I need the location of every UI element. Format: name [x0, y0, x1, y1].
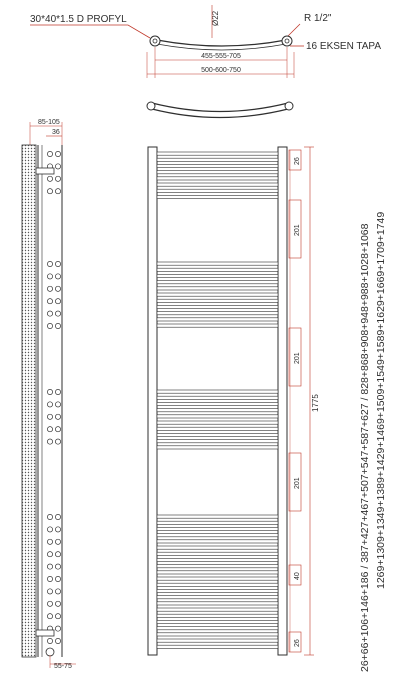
front-bar — [157, 515, 278, 518]
front-bar — [157, 589, 278, 592]
front-horizontal-bars — [157, 152, 278, 648]
front-bar — [157, 620, 278, 623]
right-collector — [278, 147, 287, 655]
front-bar — [157, 171, 278, 174]
front-bar — [157, 433, 278, 436]
side-bar-end — [55, 299, 60, 304]
plug-label: 16 EKSEN TAPA — [306, 41, 382, 52]
gap-label-3: 201 — [294, 352, 301, 364]
front-bar — [157, 164, 278, 167]
left-fitting-icon — [150, 36, 160, 46]
side-bar-end — [47, 638, 52, 643]
height-label: 1775 — [311, 394, 320, 412]
rail-right-end-icon — [285, 102, 293, 110]
right-fitting-icon — [282, 36, 292, 46]
side-bar-end — [47, 576, 52, 581]
front-bar — [157, 324, 278, 327]
front-bar — [157, 262, 278, 265]
front-bar — [157, 583, 278, 586]
diameter-label: Ø22 — [211, 10, 220, 26]
front-bar — [157, 268, 278, 271]
notes-line-2: 1269+1309+1349+1389+1429+1469+1509+1549+1589+1629+1669+1709+1749 — [375, 211, 387, 589]
profile-leader — [30, 25, 150, 38]
overall-widths-label: 500-600-750 — [201, 67, 241, 74]
axis-widths-label: 455-555-705 — [201, 53, 241, 60]
front-bar — [157, 546, 278, 549]
side-bar-end — [47, 614, 52, 619]
side-bar-end — [55, 389, 60, 394]
side-view — [22, 119, 76, 670]
front-bar — [157, 402, 278, 405]
depth-bottom-label: 55-75 — [54, 663, 72, 670]
bottom-bracket — [36, 630, 54, 636]
front-bar — [157, 158, 278, 161]
front-bar — [157, 390, 278, 393]
front-bar — [157, 552, 278, 555]
offset-label: 36 — [52, 129, 60, 136]
side-bar-end — [47, 564, 52, 569]
notes-line-1: 26+66+106+146+186 / 387+427+467+507+547+587+627 / 828+868+908+948+988+1028+1068 — [359, 223, 371, 672]
front-bar — [157, 446, 278, 449]
side-bar-end — [47, 552, 52, 557]
top-bracket — [36, 168, 54, 174]
front-bar — [157, 627, 278, 630]
side-bar-end — [47, 439, 52, 444]
side-bar-end — [47, 527, 52, 532]
side-bar-end — [55, 286, 60, 291]
gap-label-1: 26 — [294, 157, 301, 165]
side-bar-end — [55, 439, 60, 444]
front-bar — [157, 177, 278, 180]
side-bar-end — [47, 601, 52, 606]
front-bar — [157, 183, 278, 186]
rail-curve-outer — [152, 103, 288, 112]
thread-label: R 1/2" — [304, 13, 332, 24]
side-bar-end — [47, 261, 52, 266]
curved-rail-detail — [147, 102, 293, 118]
side-bar-end — [47, 514, 52, 519]
front-bar — [157, 287, 278, 290]
side-bar-end — [55, 527, 60, 532]
front-view — [148, 147, 320, 655]
side-bar-end — [47, 539, 52, 544]
side-bar-end — [55, 176, 60, 181]
gap-label-6: 26 — [294, 639, 301, 647]
front-bar — [157, 540, 278, 543]
front-bar — [157, 421, 278, 424]
position-notes — [359, 212, 387, 672]
side-bar-end — [47, 274, 52, 279]
side-bar-end — [55, 589, 60, 594]
side-bar-end — [55, 402, 60, 407]
side-bar-end — [55, 323, 60, 328]
side-bar-end — [55, 614, 60, 619]
front-bar — [157, 596, 278, 599]
side-bar-end — [47, 299, 52, 304]
side-bar-end — [55, 414, 60, 419]
side-bar-end — [55, 164, 60, 169]
side-bar-end — [55, 626, 60, 631]
front-bar — [157, 189, 278, 192]
front-bar — [157, 608, 278, 611]
front-bar — [157, 396, 278, 399]
left-collector — [148, 147, 157, 655]
rail-left-end-icon — [147, 102, 155, 110]
front-bar — [157, 558, 278, 561]
side-bar-end — [47, 311, 52, 316]
front-bar — [157, 195, 278, 198]
front-bar — [157, 299, 278, 302]
side-bar-end — [55, 638, 60, 643]
front-bar — [157, 534, 278, 537]
front-bar — [157, 318, 278, 321]
side-bar-end — [47, 402, 52, 407]
side-bar-end — [47, 589, 52, 594]
profile-label: 30*40*1.5 D PROFYL — [30, 14, 127, 25]
rail-curve-inner — [152, 109, 288, 118]
gap-label-2: 201 — [294, 224, 301, 236]
front-bar — [157, 565, 278, 568]
side-bar-end — [55, 189, 60, 194]
front-bar — [157, 312, 278, 315]
front-bar — [157, 633, 278, 636]
top-curved-bar-inner — [157, 44, 286, 50]
side-bar-end — [55, 564, 60, 569]
top-view — [30, 5, 381, 78]
front-bar — [157, 527, 278, 530]
front-bar — [157, 281, 278, 284]
front-bar — [157, 602, 278, 605]
side-bar-end — [47, 151, 52, 156]
side-bar-end — [47, 427, 52, 432]
front-bar — [157, 152, 278, 155]
gap-dim-group — [289, 150, 301, 652]
side-bar-end — [55, 514, 60, 519]
front-bar — [157, 274, 278, 277]
front-bar — [157, 645, 278, 648]
side-bar-ends — [47, 151, 60, 643]
front-bar — [157, 427, 278, 430]
side-bar-end — [47, 414, 52, 419]
gap-label-4: 201 — [294, 477, 301, 489]
side-bar-end — [55, 539, 60, 544]
front-bar — [157, 415, 278, 418]
front-bar — [157, 440, 278, 443]
side-bar-end — [47, 176, 52, 181]
bottom-valve-icon — [46, 648, 54, 656]
front-bar — [157, 639, 278, 642]
top-curved-bar — [157, 40, 286, 46]
side-bar-end — [55, 427, 60, 432]
side-bar-end — [47, 189, 52, 194]
side-bar-end — [47, 389, 52, 394]
side-bar-end — [55, 151, 60, 156]
depth-top-label: 85-105 — [38, 119, 60, 126]
side-bar-end — [47, 286, 52, 291]
side-bar-end — [55, 552, 60, 557]
front-bar — [157, 305, 278, 308]
front-bar — [157, 521, 278, 524]
side-bar-end — [55, 274, 60, 279]
side-bar-end — [47, 323, 52, 328]
side-bar-end — [55, 576, 60, 581]
front-bar — [157, 577, 278, 580]
front-bar — [157, 409, 278, 412]
side-bar-end — [55, 311, 60, 316]
front-bar — [157, 293, 278, 296]
side-bar-end — [55, 261, 60, 266]
gap-label-5: 40 — [294, 572, 301, 580]
front-bar — [157, 614, 278, 617]
side-bar-end — [55, 601, 60, 606]
wall-panel — [22, 145, 36, 657]
front-bar — [157, 571, 278, 574]
